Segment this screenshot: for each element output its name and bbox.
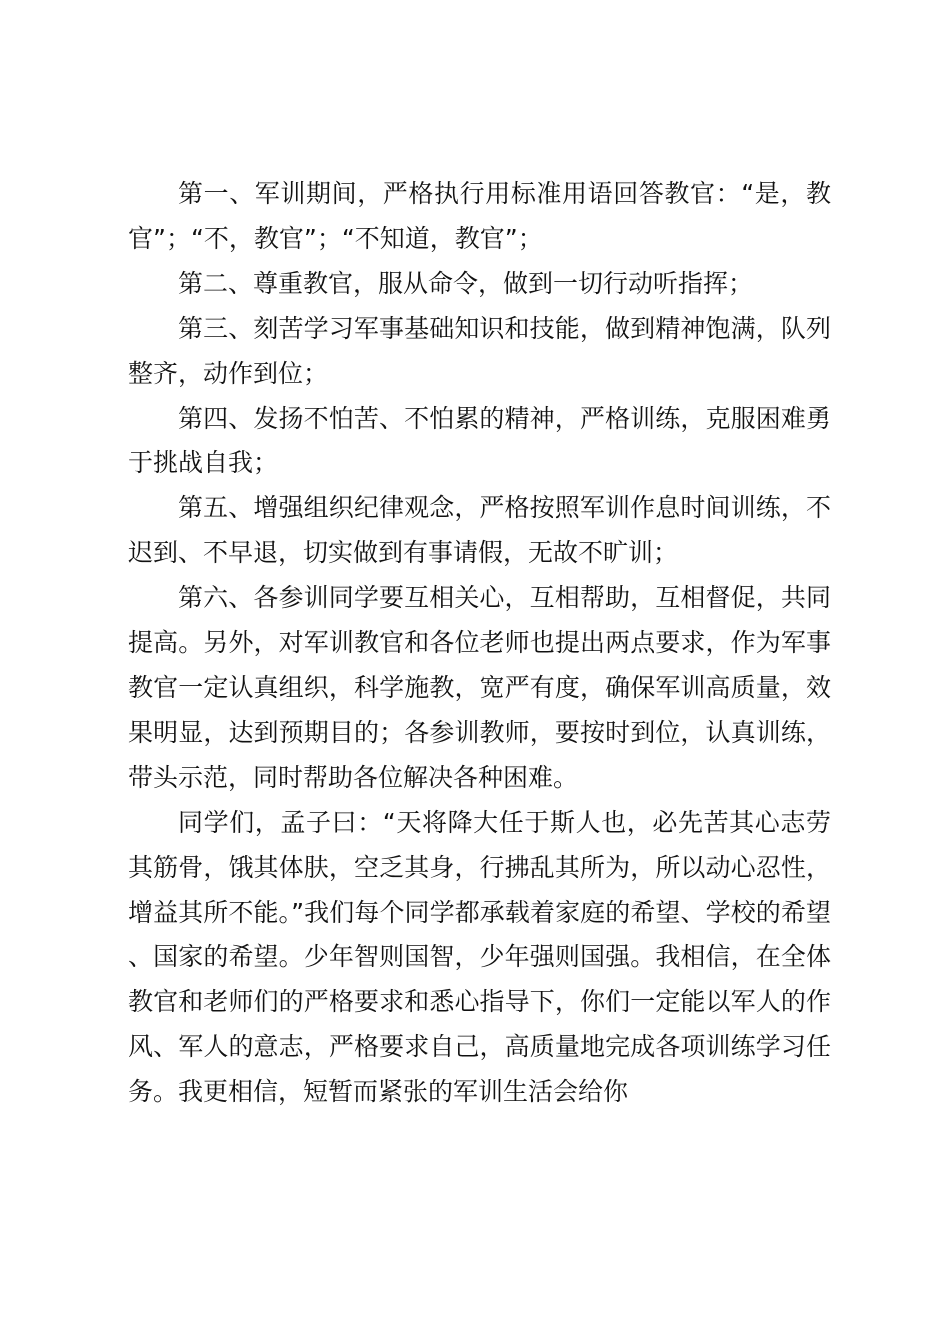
paragraph-rule-6: 第六、各参训同学要互相关心，互相帮助，互相督促，共同提高。另外，对军训教官和各位老师也提出两点要求，作为军事教官一定认真组织，科学施教，宽严有度，确保军训高质量，效果明显，达到预期目的；各参训教师，要按时到位，认真训练，带头示范，同时帮助各位解决各种困难。 xyxy=(128,583,831,792)
paragraph-rule-5: 第五、增强组织纪律观念，严格按照军训作息时间训练，不迟到、不早退，切实做到有事请假，无故不旷训； xyxy=(128,493,831,568)
paragraph-rule-3: 第三、刻苦学习军事基础知识和技能，做到精神饱满，队列整齐，动作到位； xyxy=(128,313,831,388)
paragraph-rule-4: 第四、发扬不怕苦、不怕累的精神，严格训练，克服困难勇于挑战自我； xyxy=(128,403,831,478)
document-body xyxy=(128,172,831,1115)
paragraph-closing: 同学们，孟子曰：“天将降大任于斯人也，必先苦其心志劳其筋骨，饿其体肤，空乏其身，行拂乱其所为，所以动心忍性，增益其所不能。”我们每个同学都承载着家庭的希望、学校的希望、国家的希望。少年智则国智，少年强则国强。我相信，在全体教官和老师们的严格要求和悉心指导下，你们一定能以军人的作风、军人的意志，严格要求自己，高质量地完成各项训练学习任务。我更相信，短暂而紧张的军训生活会给你 xyxy=(128,807,831,1107)
paragraph-rule-2: 第二、尊重教官，服从命令，做到一切行动听指挥； xyxy=(178,268,754,298)
paragraph-rule-1: 第一、军训期间，严格执行用标准用语回答教官：“是，教官”；“不，教官”；“不知道，教官”； xyxy=(128,179,831,253)
